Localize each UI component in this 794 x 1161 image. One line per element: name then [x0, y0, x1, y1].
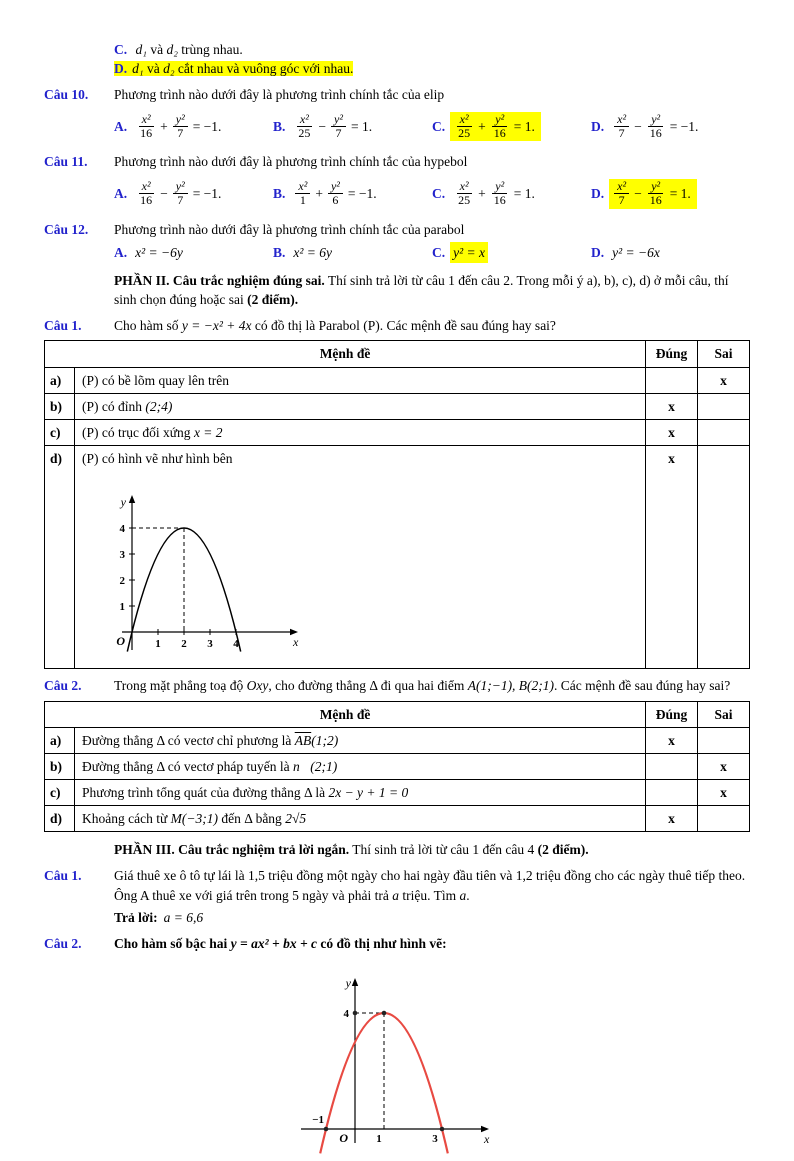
question-text: Phương trình nào dưới đây là phương trình chính tắc của elip: [114, 87, 445, 103]
fraction: $\frac{\text{y²}}{16}$: [493, 178, 506, 208]
option-letter: D.: [591, 244, 605, 260]
y-tick-2: 2: [119, 575, 125, 588]
option-b: [273, 242, 432, 263]
sai-mark: [698, 727, 750, 753]
dung-mark: [646, 753, 698, 779]
option-expression: $\frac{\text{x²}}{7}$ − $\frac{\text{y²}}{16}$ = −1.: [609, 112, 704, 142]
highlighted-answer: D. d₁ và d₂ cắt nhau và vuông góc với nhau.: [114, 61, 354, 77]
row-key: a): [45, 727, 75, 753]
fraction: $\frac{\text{x²}}{7}$: [614, 113, 629, 141]
dung-mark: x: [646, 446, 698, 669]
fraction: $\frac{\text{y²}}{16}$: [493, 111, 506, 140]
question-label: Câu 1.: [44, 868, 82, 884]
option-expression: x² = −6y: [135, 244, 183, 260]
answer-value: a = 6,6: [163, 909, 204, 925]
option-d: [591, 242, 750, 263]
statement-cell: (P) có đỉnh (2;4): [75, 393, 646, 419]
option-letter: C.: [432, 244, 446, 260]
option-a: [114, 175, 273, 213]
fraction: $\frac{\text{x²}}{25}$: [298, 111, 311, 140]
cau10-options: [114, 107, 750, 145]
question-text: Giá thuê xe ô tô tự lái là 1,5 triệu đồng một ngày cho hai ngày đầu tiên và 1,2 triệu đồng cho các ngày thuê tiếp theo. Ông A thuê xe với giá trên trong 5 ngày và phải trả a triệu. Tìm a. Trả lời: a = 6,6: [114, 866, 750, 926]
fraction: $\frac{\text{y²}}{7}$: [173, 113, 188, 141]
x-tick-neg1: −1: [312, 1114, 324, 1127]
option-letter: C.: [114, 42, 128, 57]
statement-cell: Đường thẳng Δ có vectơ pháp tuyến là n⃗(2;1): [75, 753, 646, 779]
point-root-3: [440, 1127, 445, 1132]
col-sai: Sai: [698, 701, 750, 727]
question-label: Câu 12.: [44, 221, 89, 237]
x-tick-2: 2: [181, 638, 187, 651]
prev-option-c: [114, 40, 750, 59]
x-tick-4: 4: [233, 638, 239, 651]
dung-mark: [646, 367, 698, 393]
fraction: $\frac{\text{x²}}{25}$: [458, 111, 471, 140]
dung-mark: x: [646, 727, 698, 753]
fraction: $\frac{\text{x²}}{25}$: [458, 178, 471, 208]
question-label: Câu 2.: [44, 678, 82, 694]
question-p3-cau1: [44, 866, 750, 926]
fraction: $\frac{\text{x²}}{16}$: [140, 178, 153, 208]
x-tick-1: 1: [376, 1133, 382, 1146]
y-tick-3: 3: [119, 549, 125, 562]
answer-line: [114, 908, 750, 927]
statement-cell: (P) có bề lõm quay lên trên: [75, 367, 646, 393]
sai-mark: x: [698, 779, 750, 805]
point-vertex: [382, 1011, 387, 1016]
part2-heading: PHẦN II. Câu trắc nghiệm đúng sai. Thí sinh trả lời từ câu 1 đến câu 2. Trong mỗi ý a), b), c), d) ở mỗi câu, thí sinh chọn đúng hoặc sai (2 điểm).: [114, 272, 729, 308]
question-text: Cho hàm số y = −x² + 4x có đồ thị là Parabol (P). Các mệnh đề sau đúng hay sai?: [114, 318, 556, 334]
question-p2-cau2: [44, 676, 750, 695]
fraction: $\frac{\text{y²}}{16}$: [649, 178, 662, 208]
y-tick-1: 1: [119, 601, 125, 614]
origin-label: O: [116, 634, 125, 649]
option-expression: y² = −6x: [612, 244, 660, 260]
option-letter: A.: [114, 118, 128, 134]
option-letter: B.: [273, 118, 286, 134]
table-row-b: [45, 393, 750, 419]
question-label: Câu 1.: [44, 318, 82, 334]
dung-sai-table-2: [44, 701, 750, 833]
parabola-graph-svg: [96, 472, 326, 658]
fraction: $\frac{\text{x²}}{1}$: [295, 180, 310, 208]
part3-heading: PHẦN III. Câu trắc nghiệm trả lời ngắn. Thí sinh trả lời từ câu 1 đến câu 4 (2 điểm).: [114, 842, 589, 858]
table-header-row: [45, 341, 750, 367]
question-cau12: [44, 220, 750, 239]
option-expression: $\frac{\text{x²}}{25}$ − $\frac{\text{y²}}{7}$ = 1.: [290, 112, 378, 142]
origin-label: O: [339, 1131, 348, 1146]
question-text: Phương trình nào dưới đây là phương trình chính tắc của hypebol: [114, 154, 468, 170]
x-axis-label: x: [484, 1132, 490, 1147]
table-row-a: [45, 727, 750, 753]
dung-mark: x: [646, 393, 698, 419]
question-p3-cau2: [44, 934, 750, 953]
cau11-options: [114, 175, 750, 213]
prev-option-d: [114, 59, 750, 78]
col-menh-de: Mệnh đề: [45, 341, 646, 367]
option-expression: $\frac{\text{x²}}{25}$ + $\frac{\text{y²}}{16}$ = 1.: [450, 179, 541, 209]
question-label: Câu 10.: [44, 87, 89, 103]
question-text: Trong mặt phẳng toạ độ Oxy, cho đường thẳng Δ đi qua hai điểm A(1;−1), B(2;1). Các mệnh đề sau đúng hay sai?: [114, 678, 731, 694]
col-dung: Đúng: [646, 341, 698, 367]
fraction: $\frac{\text{y²}}{16}$: [649, 111, 662, 140]
row-key: a): [45, 367, 75, 393]
question-label: Câu 11.: [44, 154, 88, 170]
statement-cell: Phương trình tổng quát của đường thẳng Δ là 2x − y + 1 = 0: [75, 779, 646, 805]
option-b: [273, 175, 432, 213]
option-expression: $\frac{\text{x²}}{16}$ + $\frac{\text{y²}}{7}$ = −1.: [132, 112, 227, 142]
dung-mark: [646, 779, 698, 805]
highlighted-answer: $\frac{\text{x²}}{25}$ + $\frac{\text{y²}}{16}$ = 1.: [450, 112, 541, 142]
sai-mark: x: [698, 753, 750, 779]
option-expression: $\frac{\text{x²}}{1}$ + $\frac{\text{y²}}{6}$ = −1.: [290, 179, 382, 209]
fraction: $\frac{\text{y²}}{7}$: [173, 180, 188, 208]
y-axis-label: y: [345, 976, 351, 991]
x-tick-3: 3: [432, 1133, 438, 1146]
question-p2-cau1: [44, 316, 750, 335]
option-c: [432, 107, 591, 145]
parabola-graph: [96, 472, 638, 663]
table-row-d: [45, 806, 750, 832]
statement-cell: (P) có hình vẽ như hình bên y x O 1 2 3 4 1 2 3 4: [75, 446, 646, 669]
dung-mark: x: [646, 419, 698, 445]
option-expression: x² = 6y: [293, 244, 333, 260]
option-expression: $\frac{\text{x²}}{16}$ − $\frac{\text{y²}}{7}$ = −1.: [132, 179, 227, 209]
option-c: [432, 175, 591, 213]
option-letter: B.: [273, 244, 286, 260]
y-axis-arrow: [352, 978, 358, 986]
statement-cell: Khoảng cách từ M(−3;1) đến Δ bằng 2√5: [75, 806, 646, 832]
option-letter: D.: [591, 118, 605, 134]
y-axis-arrow: [129, 495, 135, 503]
fraction: $\frac{\text{y²}}{6}$: [328, 180, 343, 208]
option-a: [114, 242, 273, 263]
option-a: [114, 107, 273, 145]
statement-cell: Đường thẳng Δ có vectơ chỉ phương là $\overline{AB}(1;2)$: [75, 727, 646, 753]
x-tick-3: 3: [207, 638, 213, 651]
row-key: c): [45, 419, 75, 445]
vector-ab: $\overline{AB}$: [294, 732, 312, 748]
row-key: d): [45, 806, 75, 832]
sai-mark: [698, 393, 750, 419]
quadratic-graph: [44, 961, 750, 1161]
answer-label: Trả lời:: [114, 909, 158, 925]
dung-mark: x: [646, 806, 698, 832]
fraction: $\frac{\text{x²}}{7}$: [614, 180, 629, 208]
y-tick-4: 4: [343, 1008, 349, 1021]
table-row-a: [45, 367, 750, 393]
sai-mark: [698, 806, 750, 832]
option-b: [273, 107, 432, 145]
option-letter: D.: [591, 186, 605, 202]
option-letter: D.: [114, 61, 128, 77]
option-letter: C.: [432, 118, 446, 134]
row-key: c): [45, 779, 75, 805]
y-axis-label: y: [120, 495, 126, 510]
option-text: d₁ và d₂ trùng nhau.: [135, 42, 243, 57]
table-row-b: [45, 753, 750, 779]
option-letter: B.: [273, 186, 286, 202]
statement-cell: (P) có trục đối xứng x = 2: [75, 419, 646, 445]
table-row-c: [45, 419, 750, 445]
option-d: [591, 107, 750, 145]
point-0-4: [353, 1011, 358, 1016]
fraction: $\frac{\text{y²}}{7}$: [331, 113, 346, 141]
x-tick-1: 1: [155, 638, 161, 651]
sai-mark: [698, 419, 750, 445]
row-key: b): [45, 753, 75, 779]
option-d: [591, 175, 750, 213]
table-row-c: [45, 779, 750, 805]
col-sai: Sai: [698, 341, 750, 367]
col-menh-de: Mệnh đề: [45, 701, 646, 727]
option-c: [432, 242, 591, 263]
quadratic-graph-svg: [277, 961, 517, 1161]
question-text: Cho hàm số bậc hai y = ax² + bx + c có đồ thị như hình vẽ:: [114, 935, 447, 951]
x-axis-label: x: [293, 635, 299, 650]
dung-sai-table-1: [44, 340, 750, 669]
option-letter: C.: [432, 186, 446, 202]
sai-mark: [698, 446, 750, 669]
option-letter: A.: [114, 186, 128, 202]
question-label: Câu 2.: [44, 935, 82, 951]
option-letter: A.: [114, 244, 128, 260]
question-cau10: [44, 85, 750, 104]
highlighted-answer: y² = x: [450, 242, 488, 263]
y-tick-4: 4: [119, 523, 125, 536]
fraction: $\frac{\text{x²}}{16}$: [140, 111, 153, 140]
point-root-neg1: [324, 1127, 329, 1132]
cau12-options: [114, 242, 750, 263]
table-row-d: [45, 446, 750, 669]
sai-mark: x: [698, 367, 750, 393]
table-header-row: [45, 701, 750, 727]
row-key: b): [45, 393, 75, 419]
row-key: d): [45, 446, 75, 669]
col-dung: Đúng: [646, 701, 698, 727]
highlighted-answer: $\frac{\text{x²}}{7}$ − $\frac{\text{y²}}{16}$ = 1.: [609, 179, 697, 209]
question-text: Phương trình nào dưới đây là phương trình chính tắc của parabol: [114, 221, 465, 237]
question-cau11: [44, 152, 750, 171]
